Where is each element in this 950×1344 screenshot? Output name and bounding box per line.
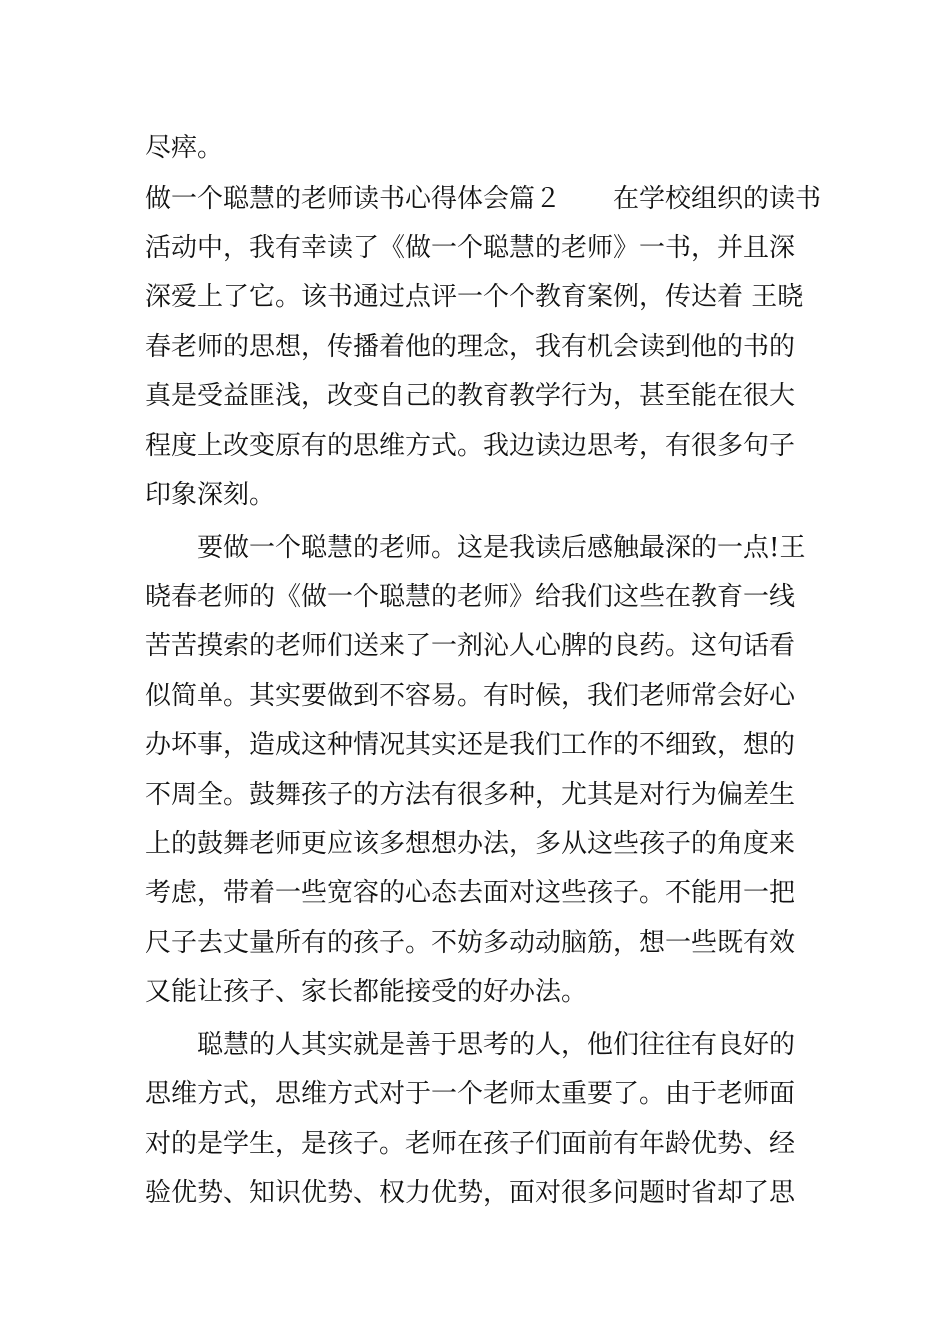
text-line: 验优势、知识优势、权力优势，面对很多问题时省却了思 bbox=[145, 1178, 796, 1208]
text-line: 不周全。鼓舞孩子的方法有很多种，尤其是对行为偏差生 bbox=[145, 780, 796, 810]
text-line: 苦苦摸索的老师们送来了一剂沁人心脾的良药。这句话看 bbox=[145, 631, 796, 661]
text-line: 尺子去丈量所有的孩子。不妨多动动脑筋，想一些既有效 bbox=[145, 928, 796, 958]
text-line: 做一个聪慧的老师读书心得体会篇２ 在学校组织的读书 bbox=[145, 184, 822, 214]
text-line: 程度上改变原有的思维方式。我边读边思考，有很多句子 bbox=[145, 431, 796, 461]
text-line: 又能让孩子、家长都能接受的好办法。 bbox=[145, 977, 588, 1007]
text-line: 春老师的思想，传播着他的理念，我有机会读到他的书的 bbox=[145, 332, 796, 362]
text-line: 聪慧的人其实就是善于思考的人，他们往往有良好的 bbox=[145, 1030, 796, 1060]
text-line: 要做一个聪慧的老师。这是我读后感触最深的一点!王 bbox=[145, 533, 806, 563]
text-line: 似简单。其实要做到不容易。有时候，我们老师常会好心 bbox=[145, 681, 796, 711]
text-line: 对的是学生，是孩子。老师在孩子们面前有年龄优势、经 bbox=[145, 1129, 796, 1159]
text-line: 印象深刻。 bbox=[145, 480, 276, 510]
text-line: 深爱上了它。该书通过点评一个个教育案例，传达着 王晓 bbox=[145, 282, 804, 312]
text-line: 考虑，带着一些宽容的心态去面对这些孩子。不能用一把 bbox=[145, 878, 796, 908]
text-line: 活动中，我有幸读了《做一个聪慧的老师》一书，并且深 bbox=[145, 233, 796, 263]
text-line: 尽瘁。 bbox=[145, 133, 224, 163]
text-line: 办坏事，造成这种情况其实还是我们工作的不细致，想的 bbox=[145, 730, 796, 760]
text-line: 晓春老师的《做一个聪慧的老师》给我们这些在教育一线 bbox=[145, 582, 796, 612]
text-line: 思维方式，思维方式对于一个老师太重要了。由于老师面 bbox=[145, 1079, 796, 1109]
text-line: 真是受益匪浅，改变自己的教育教学行为，甚至能在很大 bbox=[145, 381, 796, 411]
text-line: 上的鼓舞老师更应该多想想办法，多从这些孩子的角度来 bbox=[145, 829, 796, 859]
